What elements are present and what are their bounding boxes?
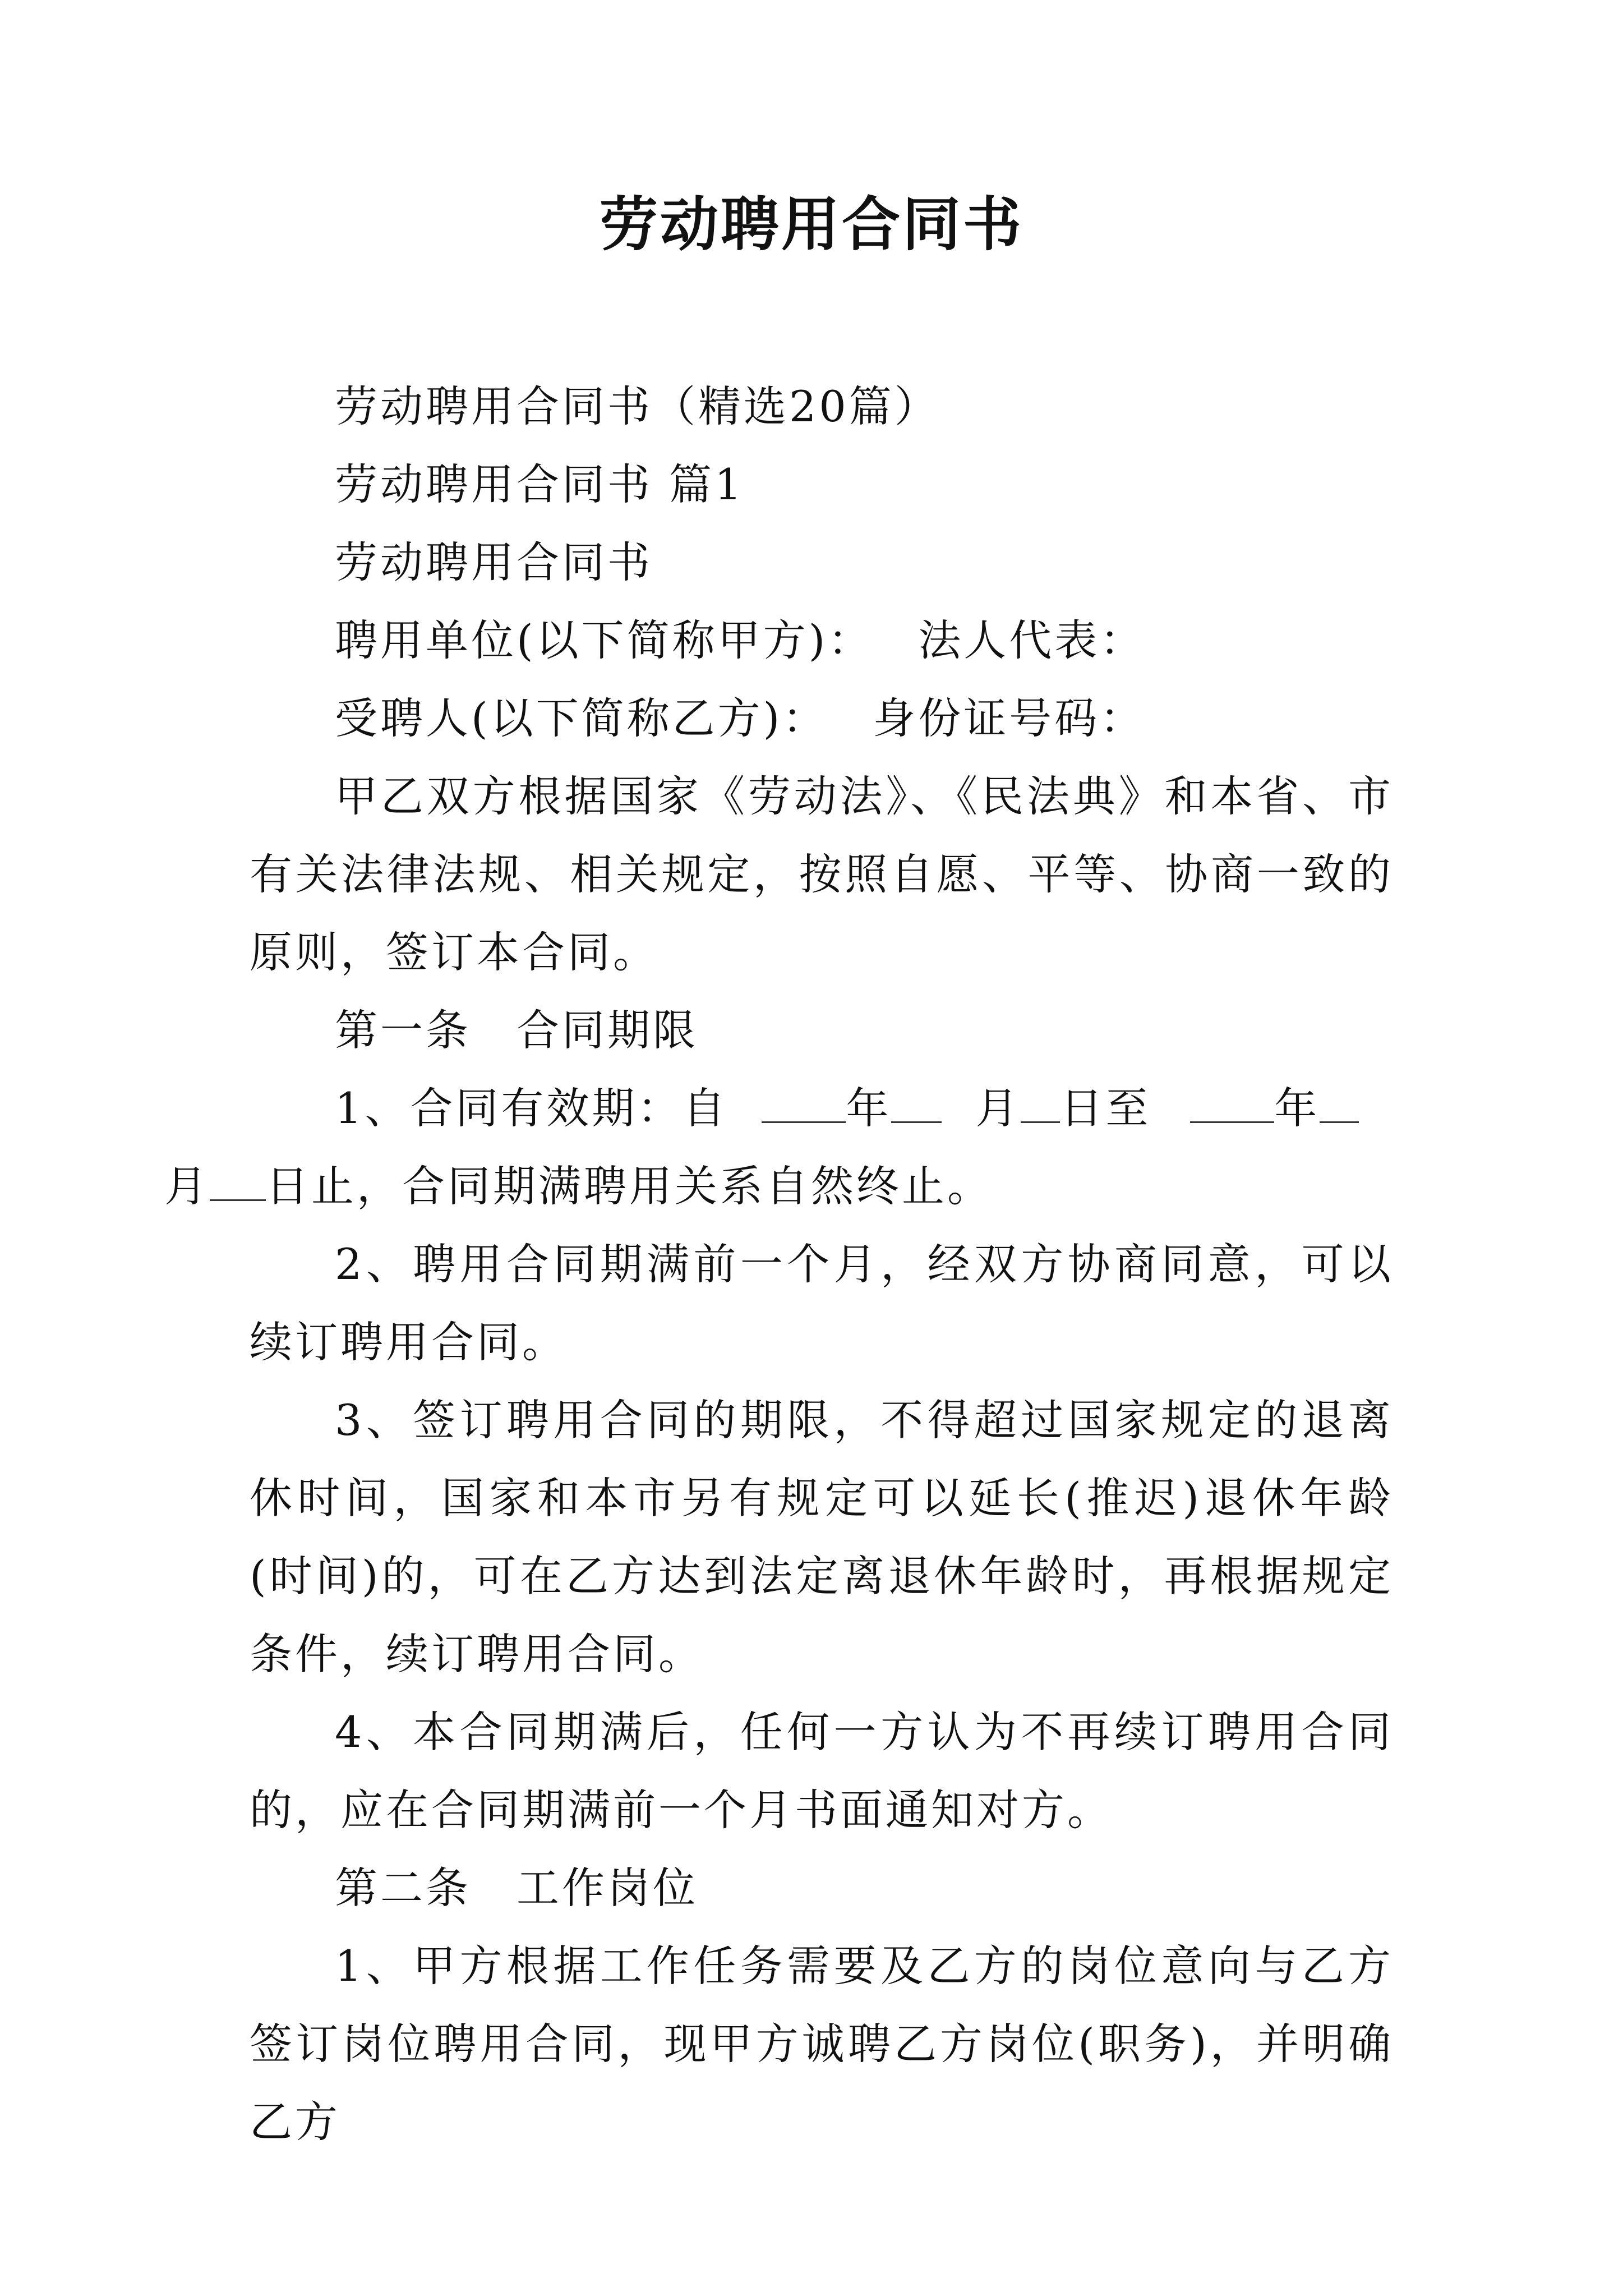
article2-heading: 第二条 工作岗位	[335, 1863, 698, 1913]
year-blank	[762, 1087, 846, 1123]
month-blank	[891, 1087, 942, 1123]
article1-heading: 第一条 合同期限	[335, 1005, 698, 1055]
employee-label: 受聘人(以下简称乙方)：	[335, 693, 828, 743]
month2-blank	[1320, 1087, 1359, 1123]
id-label: 身份证号码：	[873, 693, 1146, 743]
article1-term-paragraph: 1、合同有效期：自 年 月 日至 年 月 日止，合同期满聘用关系自然终止。	[250, 1069, 1394, 1225]
inner-title: 劳动聘用合同书	[335, 537, 653, 587]
year2-blank	[1190, 1087, 1274, 1123]
day-blank	[1021, 1087, 1060, 1123]
document-body	[164, 367, 1394, 2161]
section-heading: 劳动聘用合同书 篇1	[335, 459, 745, 509]
employer-line	[250, 601, 1394, 679]
page-title: 劳动聘用合同书	[599, 190, 1023, 259]
article1-paragraph-4: 4、本合同期满后，任何一方认为不再续订聘用合同的，应在合同期满前一个月书面通知对方。	[250, 1707, 1394, 1835]
day2-blank	[210, 1165, 266, 1201]
article2-paragraph-1: 1、甲方根据工作任务需要及乙方的岗位意向与乙方签订岗位聘用合同，现甲方诚聘乙方岗位(职务)，并明确乙方	[250, 1941, 1394, 2147]
legal-rep-label: 法人代表：	[918, 615, 1146, 665]
employee-line	[250, 679, 1394, 757]
article1-paragraph-2: 2、聘用合同期满前一个月，经双方协商同意，可以续订聘用合同。	[250, 1239, 1394, 1367]
subtitle: 劳动聘用合同书（精选20篇）	[335, 381, 940, 431]
employer-label: 聘用单位(以下简称甲方)：	[335, 615, 874, 665]
intro-paragraph: 甲乙双方根据国家《劳动法》、《民法典》和本省、市有关法律法规、相关规定，按照自愿、平等、协商一致的原则，签订本合同。	[250, 771, 1394, 977]
article1-paragraph-3: 3、签订聘用合同的期限，不得超过国家规定的退离休时间，国家和本市另有规定可以延长(推迟)退休年龄(时间)的，可在乙方达到法定离退休年龄时，再根据规定条件，续订聘用合同。	[250, 1395, 1394, 1679]
